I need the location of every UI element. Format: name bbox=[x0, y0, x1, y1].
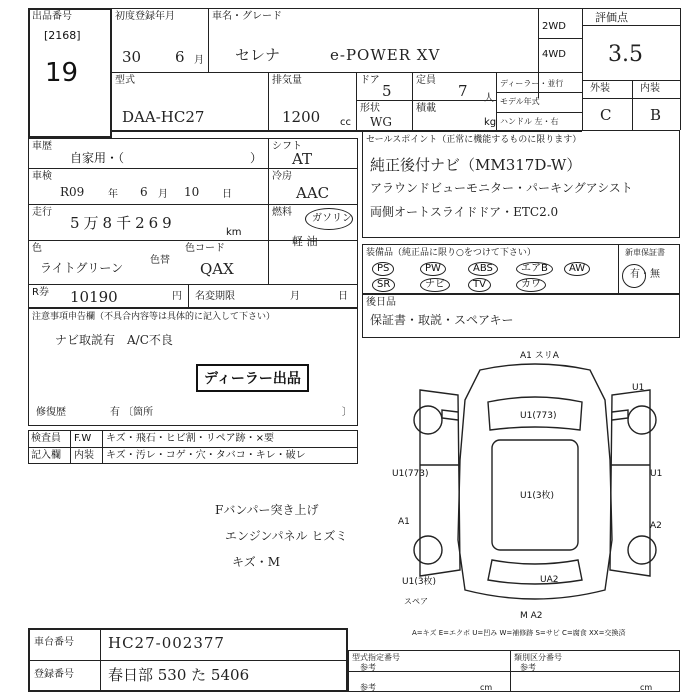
exterior-label: 外装 bbox=[590, 83, 610, 94]
lot-code: [2168] bbox=[44, 29, 81, 42]
diagram-mark-4: U1(3枚) bbox=[520, 491, 555, 501]
dealer-label: ディーラー・並行 bbox=[500, 79, 564, 88]
warranty-label: 新車保証書 bbox=[625, 248, 665, 257]
reg-year: 30 bbox=[122, 48, 142, 66]
color-label: 色 bbox=[32, 243, 42, 254]
grade-label: 評価点 bbox=[595, 11, 628, 24]
fuel-gasoline: ガソリン bbox=[312, 213, 352, 224]
fw-label: F.W bbox=[74, 433, 92, 444]
diagram-mark-11: M A2 bbox=[520, 611, 543, 621]
ref-unit-2: cm bbox=[640, 683, 653, 692]
diagram-legend: A=キズ E=エクボ U=凹み W=補修跡 S=サビ C=腐食 XX=交換済 bbox=[412, 629, 626, 637]
fuel-selected-circle bbox=[305, 208, 353, 230]
name-change-month: 月 bbox=[290, 291, 300, 302]
equipment-item: AW bbox=[564, 262, 590, 276]
registration-label: 登録番号 bbox=[34, 669, 74, 680]
color-code-value: QAX bbox=[200, 260, 234, 278]
recycle-label: R券 bbox=[32, 287, 49, 298]
displacement-value: 1200 bbox=[282, 108, 321, 126]
ref-label-3: 参考 bbox=[360, 683, 376, 692]
interior-items: キズ・汚レ・コゲ・穴・タバコ・キレ・破レ bbox=[106, 450, 306, 461]
inspection-era: R09 bbox=[60, 185, 85, 199]
drive-2wd: 2WD bbox=[542, 21, 566, 32]
repair-label: 修復歴 bbox=[36, 407, 66, 418]
equipment-item: ABS bbox=[468, 262, 498, 276]
interior-inspect-label: 内装 bbox=[74, 450, 94, 461]
inspection-day: 10 bbox=[184, 185, 200, 199]
name-change-day: 日 bbox=[338, 291, 348, 302]
model-grade: e-POWER XV bbox=[330, 46, 441, 64]
equipment-item: TV bbox=[468, 278, 491, 292]
capacity-label: 定員 bbox=[416, 75, 436, 86]
equipment-row-1 bbox=[372, 262, 612, 276]
recycle-value: 10190 bbox=[70, 288, 118, 306]
notes-label: 注意事項申告欄（不具合内容等は具体的に記入して下さい） bbox=[32, 312, 276, 322]
load-label: 積載 bbox=[416, 103, 436, 114]
equipment-item: PW bbox=[420, 262, 446, 276]
doors-value: 5 bbox=[382, 82, 392, 100]
selling-point-1: 純正後付ナビ（MM317D-W） bbox=[370, 156, 582, 174]
capacity-unit: 人 bbox=[484, 93, 494, 104]
displacement-unit: cc bbox=[340, 117, 351, 128]
fuel-diesel: 軽 油 bbox=[292, 235, 318, 248]
reg-date-label: 初度登録年月 bbox=[115, 11, 175, 22]
type-designation-label: 型式指定番号 bbox=[352, 653, 400, 662]
steering-label: ハンドル 左・右 bbox=[500, 117, 559, 126]
ref-unit-1: cm bbox=[480, 683, 493, 692]
interior-label: 内装 bbox=[640, 83, 660, 94]
reg-month-unit: 月 bbox=[194, 55, 204, 66]
diagram-mark-2: U1 bbox=[632, 383, 645, 393]
warranty-selected-circle bbox=[622, 264, 646, 288]
shift-value: AT bbox=[292, 150, 313, 168]
diagram-mark-3: U1(773) bbox=[520, 411, 557, 421]
ref-label-1: 参考 bbox=[360, 663, 376, 672]
exterior-grade: C bbox=[600, 106, 612, 124]
diagram-mark-8: A2 bbox=[650, 521, 662, 531]
inspector-comment-2: エンジンパネル ヒズミ bbox=[225, 529, 348, 543]
entry-label: 記入欄 bbox=[31, 450, 61, 461]
history-close: ） bbox=[250, 151, 263, 165]
diagram-mark-6: U1(773) bbox=[392, 469, 429, 479]
registration-value: 春日部 530 た 5406 bbox=[108, 666, 250, 684]
accessories-label: 後日品 bbox=[366, 297, 396, 308]
model-label: 車名・グレード bbox=[212, 11, 282, 22]
grade-value: 3.5 bbox=[608, 42, 643, 67]
diagram-mark-12: スペア bbox=[404, 597, 428, 606]
equipment-item: エアB bbox=[516, 262, 553, 276]
equipment-item: PS bbox=[372, 262, 394, 276]
mileage-unit: km bbox=[226, 227, 242, 238]
color-value: ライトグリーン bbox=[40, 261, 124, 275]
shape-label: 形状 bbox=[360, 103, 380, 114]
repair-value: 有 〔箇所 bbox=[110, 407, 154, 418]
lot-number: 19 bbox=[45, 58, 79, 88]
fw-items: キズ・飛石・ヒビ割・リペア跡・×要 bbox=[106, 433, 274, 444]
drive-4wd: 4WD bbox=[542, 49, 566, 60]
interior-grade: B bbox=[650, 106, 662, 124]
inspector-comment-3: キズ・M bbox=[232, 555, 281, 569]
diagram-mark-10: UA2 bbox=[540, 575, 559, 585]
type-value: DAA-HC27 bbox=[122, 108, 205, 126]
color-change-label: 色替 bbox=[150, 255, 170, 266]
chassis-value: HC27-002377 bbox=[108, 634, 225, 652]
diagram-mark-1: A1 スリA bbox=[520, 351, 559, 361]
capacity-value: 7 bbox=[458, 82, 468, 100]
diagram-mark-7: A1 bbox=[398, 517, 410, 527]
type-label: 型式 bbox=[115, 75, 135, 86]
displacement-label: 排気量 bbox=[272, 75, 302, 86]
equipment-label: 装備品（純正品に限り○をつけて下さい） bbox=[366, 248, 536, 258]
history-value: 自家用・（ bbox=[70, 151, 125, 165]
equipment-item: SR bbox=[372, 278, 395, 292]
equipment-row-2 bbox=[372, 278, 612, 292]
name-change-label: 名変期限 bbox=[195, 291, 235, 302]
shift-label: シフト bbox=[272, 141, 302, 152]
inspection-day-unit: 日 bbox=[222, 189, 232, 200]
lot-label: 出品番号 bbox=[32, 11, 72, 22]
mileage-label: 走行 bbox=[32, 207, 52, 218]
reg-month: 6 bbox=[175, 48, 185, 66]
doors-label: ドア bbox=[360, 75, 380, 86]
dealer-stamp: ディーラー出品 bbox=[196, 364, 309, 392]
repair-close: 〕 bbox=[342, 407, 352, 418]
mileage-value: 5万8千269 bbox=[70, 214, 176, 232]
accessories-value: 保証書・取説・スペアキー bbox=[370, 313, 514, 327]
notes-value: ナビ取説有 A/C不良 bbox=[55, 333, 173, 347]
selling-point-3: 両側オートスライドドア・ETC2.0 bbox=[370, 205, 559, 219]
inspector-comment-1: Fバンパー突き上げ bbox=[215, 503, 319, 517]
load-unit: kg bbox=[484, 117, 497, 128]
inspector-label: 検査員 bbox=[31, 433, 61, 444]
selling-point-2: アラウンドビューモニター・パーキングアシスト bbox=[370, 181, 633, 195]
inspection-month-unit: 月 bbox=[158, 189, 168, 200]
warranty-options: 有・無 bbox=[630, 269, 660, 280]
chassis-label: 車台番号 bbox=[34, 637, 74, 648]
diagram-mark-9: U1(3枚) bbox=[402, 577, 437, 587]
inspection-label: 車検 bbox=[32, 171, 52, 182]
history-label: 車歴 bbox=[32, 141, 52, 152]
ref-label-2: 参考 bbox=[520, 663, 536, 672]
inspection-year-unit: 年 bbox=[108, 189, 118, 200]
ac-label: 冷房 bbox=[272, 171, 292, 182]
ac-value: AAC bbox=[296, 184, 330, 202]
recycle-unit: 円 bbox=[172, 291, 182, 302]
fuel-label: 燃料 bbox=[272, 207, 292, 218]
category-label: 類別区分番号 bbox=[514, 653, 562, 662]
inspection-month: 6 bbox=[140, 185, 148, 199]
color-code-label: 色コード bbox=[185, 243, 225, 254]
equipment-item: ナビ bbox=[420, 278, 450, 292]
shape-value: WG bbox=[370, 115, 392, 129]
selling-points-label: セールスポイント（正常に機能するものに限ります） bbox=[366, 135, 582, 145]
diagram-mark-5: U1 bbox=[650, 469, 663, 479]
model-year-label: モデル年式 bbox=[500, 97, 540, 106]
model-name: セレナ bbox=[235, 46, 281, 64]
equipment-item: カワ bbox=[516, 278, 546, 292]
